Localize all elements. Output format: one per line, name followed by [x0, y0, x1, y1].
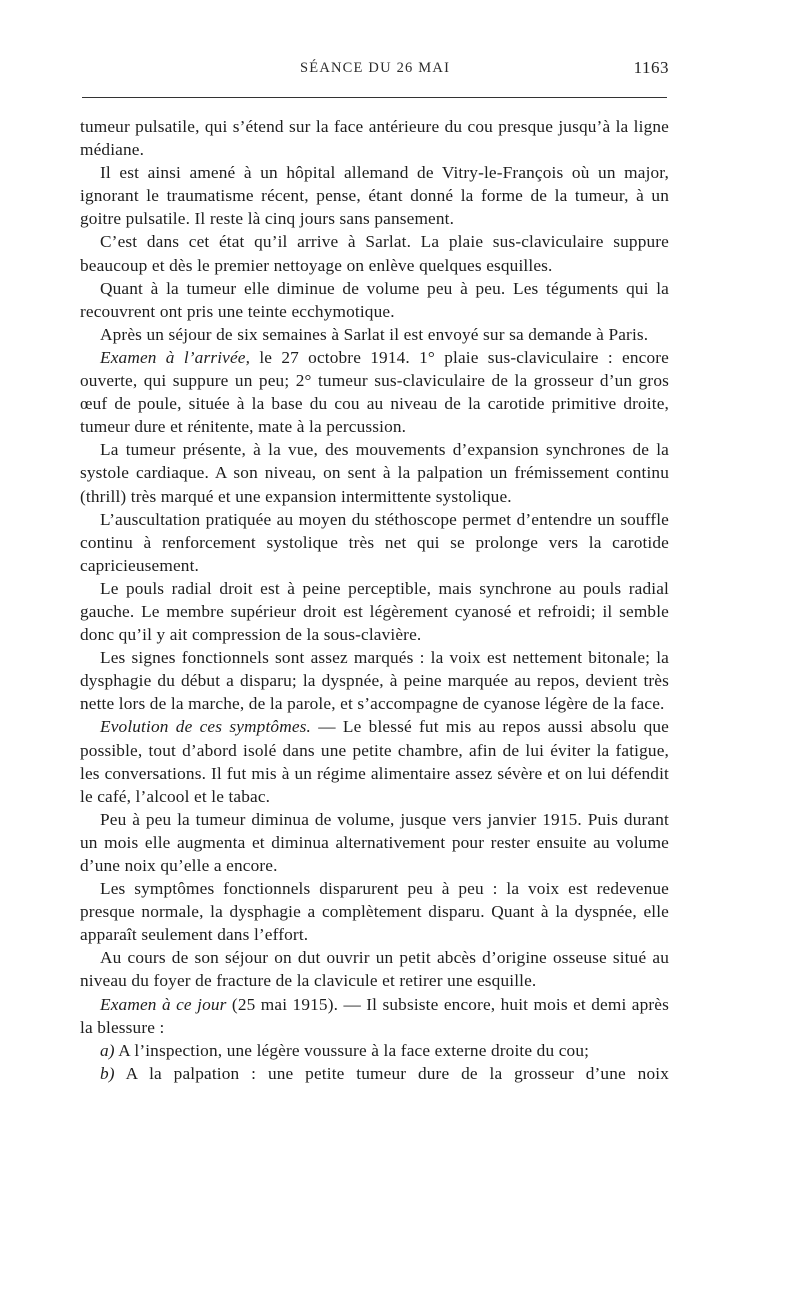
paragraph-2: Il est ainsi amené à un hôpital allemand de Vitry-le-François où un major, ignorant le traumatisme récent, pense, étant donné la forme de la tumeur, à un goitre pulsatile. Il reste là cinq jours sans pansement.	[80, 163, 669, 229]
paragraph-10: Les signes fonctionnels sont assez marqués : la voix est nettement bitonale; la dysphagie du début a disparu; la dyspnée, à peine marquée au repos, devient très nette lors de la marche, de la parole, et s’accompagne de cyanose légère de la face.	[80, 648, 669, 714]
page-header	[80, 58, 669, 86]
paragraph-16: a) A l’inspection, une légère voussure à la face externe droite du cou;	[100, 1040, 590, 1060]
running-title: SÉANCE DU 26 MAI	[300, 60, 451, 76]
paragraph-11: Evolution de ces symptômes. — Le blessé fut mis au repos aussi absolu que possible, tout d’abord isolé dans une petite chambre, afin de lui éviter la fatigue, les conversations. Il fut mis à un régime alimentaire assez sévère et on lui défendit le café, l’alcool et le tabac.	[80, 717, 669, 806]
paragraph-12: Peu à peu la tumeur diminua de volume, jusque vers janvier 1915. Puis durant un mois elle augmenta et diminua alternativement pour rester ensuite au volume d’une noix qu’elle a encore.	[80, 809, 669, 875]
page-number: 1163	[633, 58, 669, 77]
section-lead-examen-jour: Examen à ce jour	[100, 994, 227, 1014]
paragraph-4: Quant à la tumeur elle diminue de volume peu à peu. Les téguments qui la recouvrent ont pris une teinte ecchymotique.	[80, 278, 669, 321]
body-text	[80, 115, 669, 1085]
section-lead-examen-arrivee: Examen à l’arrivée,	[100, 347, 251, 367]
list-marker-a: a)	[100, 1040, 115, 1060]
paragraph-7: La tumeur présente, à la vue, des mouvements d’expansion synchrones de la systole cardiaque. A son niveau, on sent à la palpation un frémissement continu (thrill) très marqué et une expansion intermittente systolique.	[80, 440, 669, 506]
paragraph-15: Examen à ce jour (25 mai 1915). — Il subsiste encore, huit mois et demi après la blessure :	[80, 994, 669, 1037]
paragraph-17: b) A la palpation : une petite tumeur dure de la grosseur d’une noix	[100, 1063, 669, 1083]
paragraph-9: Le pouls radial droit est à peine perceptible, mais synchrone au pouls radial gauche. Le membre supérieur droit est légèrement cyanosé et refroidi; il semble donc qu’il y ait compression de la sous-clavière.	[80, 578, 669, 645]
paragraph-3: C’est dans cet état qu’il arrive à Sarlat. La plaie sus-claviculaire suppure beaucoup et dès le premier nettoyage on enlève quelques esquilles.	[80, 232, 669, 275]
document-page	[80, 0, 669, 1290]
paragraph-6: Examen à l’arrivée, le 27 octobre 1914. 1° plaie sus-claviculaire : encore ouverte, qui suppure un peu; 2° tumeur sus-claviculaire de la grosseur d’un gros œuf de poule, située à la base du cou au niveau de la carotide primitive droite, tumeur dure et rénitente, mate à la percussion.	[80, 347, 669, 437]
section-lead-evolution: Evolution de ces symptômes.	[100, 717, 312, 737]
paragraph-13: Les symptômes fonctionnels disparurent peu à peu : la voix est redevenue presque normale, la dysphagie a complètement disparu. Quant à la dyspnée, elle apparaît seulement dans l’effort.	[80, 879, 669, 945]
header-rule	[82, 97, 667, 98]
paragraph-8: L’auscultation pratiquée au moyen du stéthoscope permet d’entendre un souffle continu à renforcement systolique très net qui se prolonge vers la carotide capricieusement.	[80, 509, 669, 575]
paragraph-14: Au cours de son séjour on dut ouvrir un petit abcès d’origine osseuse situé au niveau du foyer de fracture de la clavicule et retirer une esquille.	[80, 948, 669, 991]
paragraph-1: tumeur pulsatile, qui s’étend sur la face antérieure du cou presque jusqu’à la ligne médiane.	[80, 117, 669, 160]
paragraph-5: Après un séjour de six semaines à Sarlat il est envoyé sur sa demande à Paris.	[100, 324, 649, 344]
list-marker-b: b)	[100, 1063, 115, 1083]
